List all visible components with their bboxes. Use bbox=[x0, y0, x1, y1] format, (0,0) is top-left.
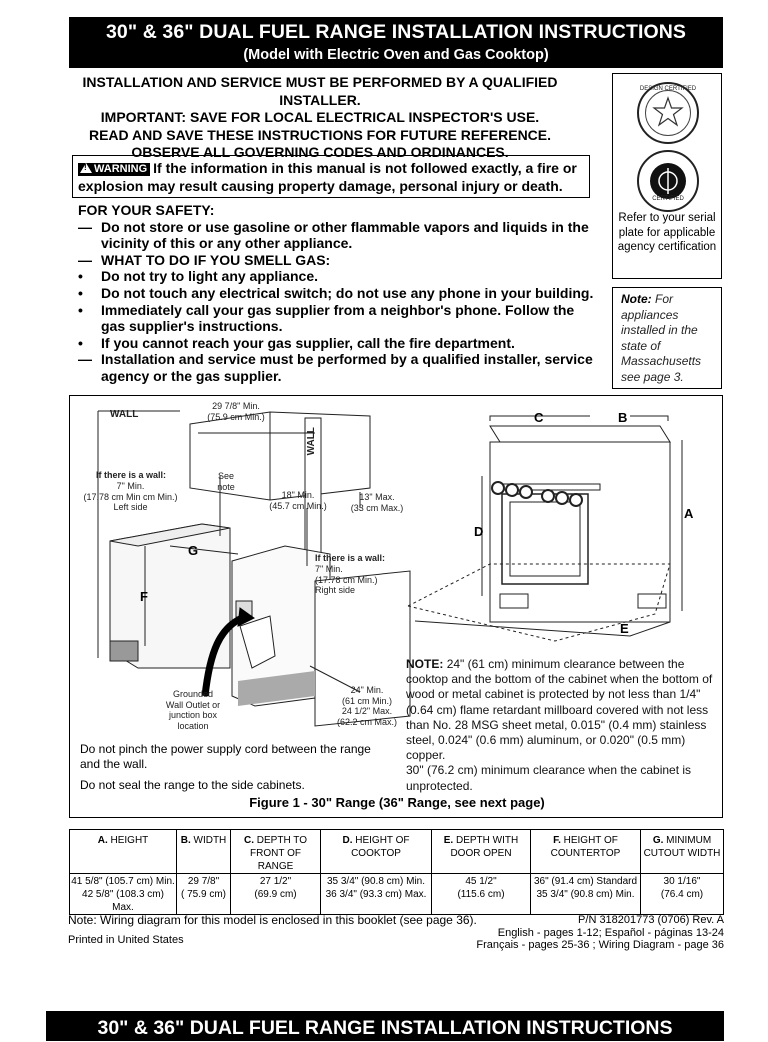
notice-line: OBSERVE ALL GOVERNING CODES AND ORDINANCES. bbox=[131, 144, 509, 160]
warning-badge-label: WARNING bbox=[94, 163, 148, 175]
item-text: Immediately call your gas supplier from a neighbor's phone. Follow the gas supplier's instructions. bbox=[101, 301, 575, 335]
cord-pinch-warning: Do not pinch the power supply cord between the range and the wall. bbox=[80, 742, 371, 771]
safety-heading: FOR YOUR SAFETY: bbox=[78, 202, 215, 218]
table-row bbox=[70, 874, 724, 915]
item-text: WHAT TO DO IF YOU SMELL GAS: bbox=[101, 251, 331, 268]
warning-box bbox=[72, 155, 590, 198]
warning-triangle-icon bbox=[80, 163, 92, 173]
warning-badge bbox=[78, 163, 150, 176]
safety-section bbox=[78, 202, 598, 385]
dim-letter-a: A bbox=[684, 506, 694, 521]
note-text: For appliances installed in the state of Massachusetts see page 3. bbox=[621, 292, 702, 384]
part-number: P/N 318201773 (0706) Rev. A bbox=[578, 914, 724, 926]
dim-letter-g: G bbox=[188, 543, 199, 558]
document-subtitle: (Model with Electric Oven and Gas Cooktop) bbox=[243, 47, 549, 63]
clearance-note bbox=[406, 657, 721, 794]
safety-item bbox=[78, 219, 598, 252]
table-cell: 41 5/8" (105.7 cm) Min. 42 5/8" (108.3 cm) Max. bbox=[70, 874, 177, 915]
figure-caption: Figure 1 - 30" Range (36" Range, see next page) bbox=[249, 795, 545, 810]
certified-seal-icon bbox=[637, 150, 699, 212]
outlet-label: Grounded Wall Outlet or junction box location bbox=[165, 689, 221, 731]
table-cell: 27 1/2" (69.9 cm) bbox=[231, 874, 321, 915]
part-number-block bbox=[400, 914, 724, 952]
column-header: C. DEPTH TO FRONT OF RANGE bbox=[231, 830, 321, 874]
column-header: F. HEIGHT OF COUNTERTOP bbox=[531, 830, 641, 874]
certification-box bbox=[612, 73, 722, 279]
design-certified-seal-icon bbox=[637, 82, 699, 144]
table-cell: 35 3/4" (90.8 cm) Min. 36 3/4" (93.3 cm) Max. bbox=[321, 874, 432, 915]
safety-item bbox=[78, 335, 598, 352]
safety-item bbox=[78, 302, 598, 335]
notice-line: READ AND SAVE THESE INSTRUCTIONS FOR FUTURE REFERENCE. bbox=[88, 126, 552, 143]
item-text: Do not try to light any appliance. bbox=[101, 268, 319, 285]
wiring-note: Note: Wiring diagram for this model is enclosed in this booklet (see page 36). bbox=[68, 913, 477, 927]
printed-in: Printed in United States bbox=[68, 934, 184, 946]
item-marker: — bbox=[78, 218, 92, 235]
language-pages-2: Français - pages 25-36 ; Wiring Diagram - page 36 bbox=[476, 939, 724, 951]
item-marker: • bbox=[78, 334, 83, 351]
dim-top-label: 29 7/8" Min. (75.9 cm Min.) bbox=[207, 401, 265, 422]
note-text: 24" (61 cm) minimum clearance between the cooktop and the bottom of the cabinet when the bottom of wood or metal cabinet is protected by not less than 1/4" (0.64 cm) flame retardant millboard covered with not less than No. 28 MSG sheet metal, 0.015" (0.4 mm) stainless steel, 0.024" (0.6 mm) aluminum, or 0.020" (0.5 mm) copper. bbox=[406, 657, 713, 763]
table-header-row bbox=[70, 830, 724, 874]
safety-item bbox=[78, 351, 598, 384]
column-header: E. DEPTH WITH DOOR OPEN bbox=[432, 830, 531, 874]
left-wall-label: 7" Min. (17.78 cm Min cm Min.) Left side bbox=[83, 481, 178, 512]
warning-text: If the information in this manual is not followed exactly, a fire or explosion may result causing property damage, personal injury or death. bbox=[78, 160, 577, 194]
column-header: B. WIDTH bbox=[177, 830, 231, 874]
notice-line: INSTALLATION AND SERVICE MUST BE PERFORMED BY A QUALIFIED INSTALLER. bbox=[82, 74, 558, 108]
safety-item bbox=[78, 268, 598, 285]
note-label: NOTE: bbox=[406, 657, 444, 671]
table-cell: 29 7/8" ( 75.9 cm) bbox=[177, 874, 231, 915]
dim-letter-f: F bbox=[140, 589, 148, 604]
dim-18-label: 18" Min. (45.7 cm Min.) bbox=[269, 490, 327, 511]
certification-text: Refer to your serial plate for applicable agency certification bbox=[617, 212, 717, 253]
item-marker: — bbox=[78, 351, 92, 368]
see-note-label: See note bbox=[217, 471, 235, 492]
column-header: D. HEIGHT OF COOKTOP bbox=[321, 830, 432, 874]
seal-text: DESIGN CERTIFIED bbox=[639, 86, 697, 92]
cord-seal-warning: Do not seal the range to the side cabinets. bbox=[80, 778, 305, 792]
item-marker: — bbox=[78, 251, 92, 268]
seal-text: CERTIFIED bbox=[652, 196, 684, 202]
right-wall-title: If there is a wall: bbox=[315, 553, 386, 563]
right-wall-label: 7" Min. (17.78 cm Min.) Right side bbox=[315, 564, 378, 595]
left-wall-title: If there is a wall: bbox=[95, 470, 167, 480]
dim-letter-e: E bbox=[620, 621, 629, 636]
document-title: 30" & 36" DUAL FUEL RANGE INSTALLATION INSTRUCTIONS bbox=[105, 21, 687, 43]
table-cell: 45 1/2" (115.6 cm) bbox=[432, 874, 531, 915]
table-cell: 30 1/16" (76.4 cm) bbox=[641, 874, 724, 915]
note-label: Note: bbox=[621, 292, 652, 306]
item-text: If you cannot reach your gas supplier, call the fire department. bbox=[101, 334, 515, 351]
document-header bbox=[69, 17, 723, 68]
column-header: A. HEIGHT bbox=[70, 830, 177, 874]
wall-label-left: WALL bbox=[110, 409, 139, 420]
important-notices bbox=[60, 74, 580, 162]
dim-letter-b: B bbox=[618, 410, 628, 425]
dim-13-label: 13" Max. (33 cm Max.) bbox=[350, 492, 404, 513]
next-page-header: 30" & 36" DUAL FUEL RANGE INSTALLATION INSTRUCTIONS bbox=[46, 1011, 724, 1041]
item-marker: • bbox=[78, 301, 83, 318]
dim-24-label: 24" Min. (61 cm Min.) 24 1/2" Max. (62.2 cm Max.) bbox=[336, 685, 397, 727]
language-pages-1: English - pages 1-12; Español - páginas 13-24 bbox=[497, 926, 724, 939]
note-text-2: 30" (76.2 cm) minimum clearance when the cabinet is unprotected. bbox=[406, 763, 692, 793]
item-text: Do not store or use gasoline or other flammable vapors and liquids in the vicinity of this or any other appliance. bbox=[101, 218, 589, 252]
dim-letter-c: C bbox=[534, 410, 544, 425]
installation-figure bbox=[69, 395, 723, 818]
item-marker: • bbox=[78, 268, 83, 285]
safety-item bbox=[78, 285, 598, 302]
safety-item bbox=[78, 252, 598, 269]
column-header: G. MINIMUM CUTOUT WIDTH bbox=[641, 830, 724, 874]
dimension-table bbox=[69, 829, 724, 915]
wall-label-right: WALL bbox=[305, 427, 317, 456]
table-cell: 36" (91.4 cm) Standard 35 3/4" (90.8 cm) Min. bbox=[531, 874, 641, 915]
item-text: Do not touch any electrical switch; do not use any phone in your building. bbox=[101, 284, 594, 301]
item-text: Installation and service must be performed by a qualified installer, service agency or the gas supplier. bbox=[101, 351, 593, 384]
dim-letter-d: D bbox=[474, 524, 484, 539]
notice-line: IMPORTANT: SAVE FOR LOCAL ELECTRICAL INSPECTOR'S USE. bbox=[100, 109, 540, 125]
item-marker: • bbox=[78, 284, 83, 301]
massachusetts-note bbox=[612, 287, 722, 389]
